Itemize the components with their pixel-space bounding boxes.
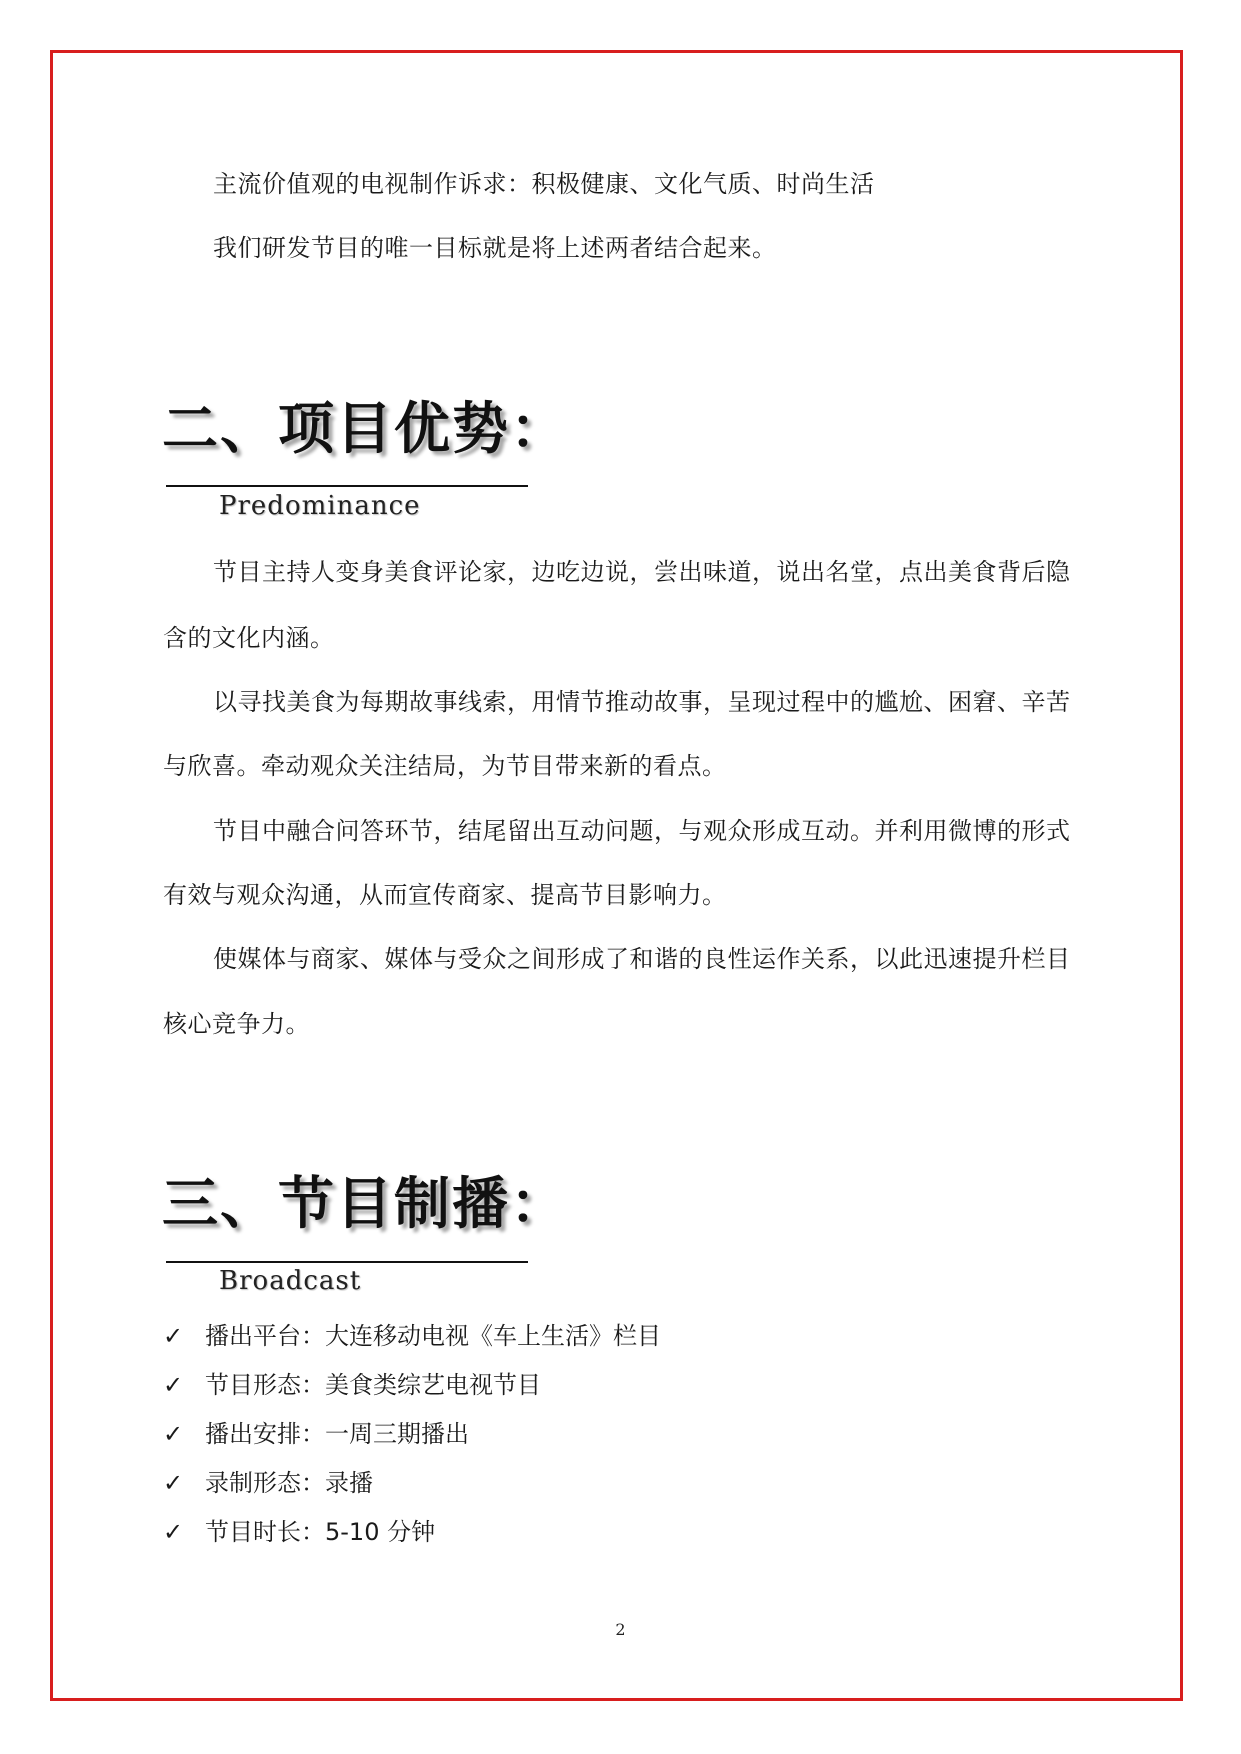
- broadcast-item-text: 播出安排：一周三期播出: [205, 1420, 469, 1448]
- section-3-rule: [166, 1261, 528, 1263]
- intro-line-1: 主流价值观的电视制作诉求：积极健康、文化气质、时尚生活: [213, 170, 875, 198]
- section-2-paragraph-1-line-1: 节目主持人变身美食评论家，边吃边说，尝出味道，说出名堂，点出美食背后隐: [213, 558, 1071, 586]
- checkmark-icon: ✓: [163, 1469, 184, 1497]
- broadcast-item-text: 节目形态：美食类综艺电视节目: [205, 1371, 541, 1399]
- broadcast-list-item: [163, 1368, 541, 1402]
- broadcast-item-text: 播出平台：大连移动电视《车上生活》栏目: [205, 1322, 661, 1350]
- section-2-rule: [166, 485, 528, 487]
- broadcast-list-item: [163, 1515, 435, 1549]
- section-2-paragraph-2-line-1: 以寻找美食为每期故事线索，用情节推动故事，呈现过程中的尴尬、困窘、辛苦: [213, 688, 1071, 716]
- checkmark-icon: ✓: [163, 1420, 184, 1448]
- broadcast-list-item: [163, 1417, 469, 1451]
- page-border: [50, 50, 1183, 1701]
- broadcast-list-item: [163, 1319, 661, 1353]
- checkmark-icon: ✓: [163, 1371, 184, 1399]
- broadcast-item-text: 节目时长：5-10 分钟: [205, 1518, 436, 1546]
- intro-line-2: 我们研发节目的唯一目标就是将上述两者结合起来。: [213, 234, 777, 262]
- section-2-paragraph-3-line-1: 节目中融合问答环节，结尾留出互动问题，与观众形成互动。并利用微博的形式: [213, 817, 1071, 845]
- page-number: 2: [615, 1620, 626, 1639]
- section-2-paragraph-1-line-2: 含的文化内涵。: [163, 624, 335, 652]
- section-2-paragraph-4-line-2: 核心竞争力。: [163, 1010, 310, 1038]
- broadcast-item-text: 录制形态：录播: [205, 1469, 373, 1497]
- checkmark-icon: ✓: [163, 1322, 184, 1350]
- checkmark-icon: ✓: [163, 1518, 184, 1546]
- section-2-paragraph-4-line-1: 使媒体与商家、媒体与受众之间形成了和谐的良性运作关系，以此迅速提升栏目: [213, 945, 1071, 973]
- section-3-subtitle: Broadcast: [219, 1266, 362, 1296]
- section-3-heading: 三、节目制播：: [162, 1172, 568, 1237]
- broadcast-list-item: [163, 1466, 373, 1500]
- section-2-subtitle: Predominance: [219, 491, 421, 521]
- section-2-heading: 二、项目优势：: [162, 397, 568, 462]
- section-2-paragraph-2-line-2: 与欣喜。牵动观众关注结局，为节目带来新的看点。: [163, 752, 727, 780]
- section-2-paragraph-3-line-2: 有效与观众沟通，从而宣传商家、提高节目影响力。: [163, 881, 727, 909]
